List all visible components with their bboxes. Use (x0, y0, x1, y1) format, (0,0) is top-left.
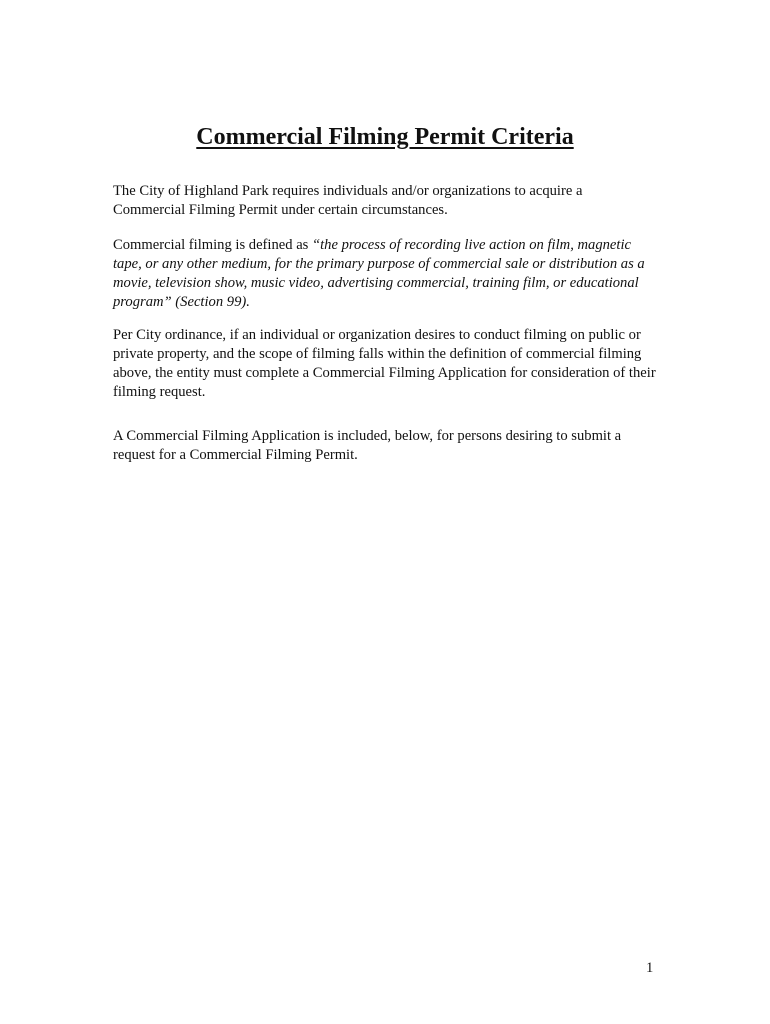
definition-lead: Commercial filming is defined as (113, 237, 312, 253)
definition-paragraph (113, 236, 658, 312)
page-number: 1 (646, 960, 654, 976)
intro-paragraph: The City of Highland Park requires individuals and/or organizations to acquire a Commercial Filming Permit under certain circumstances. (113, 183, 583, 218)
page-title: Commercial Filming Permit Criteria (196, 124, 574, 150)
definition-quote: “the process of recording live action on film, magnetic tape, or any other medium, for the primary purpose of commercial sale or distribution as a movie, television show, music video, advertising commercial, training film, or educational program” (Section 99). (113, 237, 645, 310)
ordinance-paragraph: Per City ordinance, if an individual or organization desires to conduct filming on public or private property, and the scope of filming falls within the definition of commercial filming above, the entity must complete a Commercial Filming Application for consideration of their filming request. (113, 327, 656, 400)
application-paragraph: A Commercial Filming Application is included, below, for persons desiring to submit a request for a Commercial Filming Permit. (113, 428, 622, 463)
